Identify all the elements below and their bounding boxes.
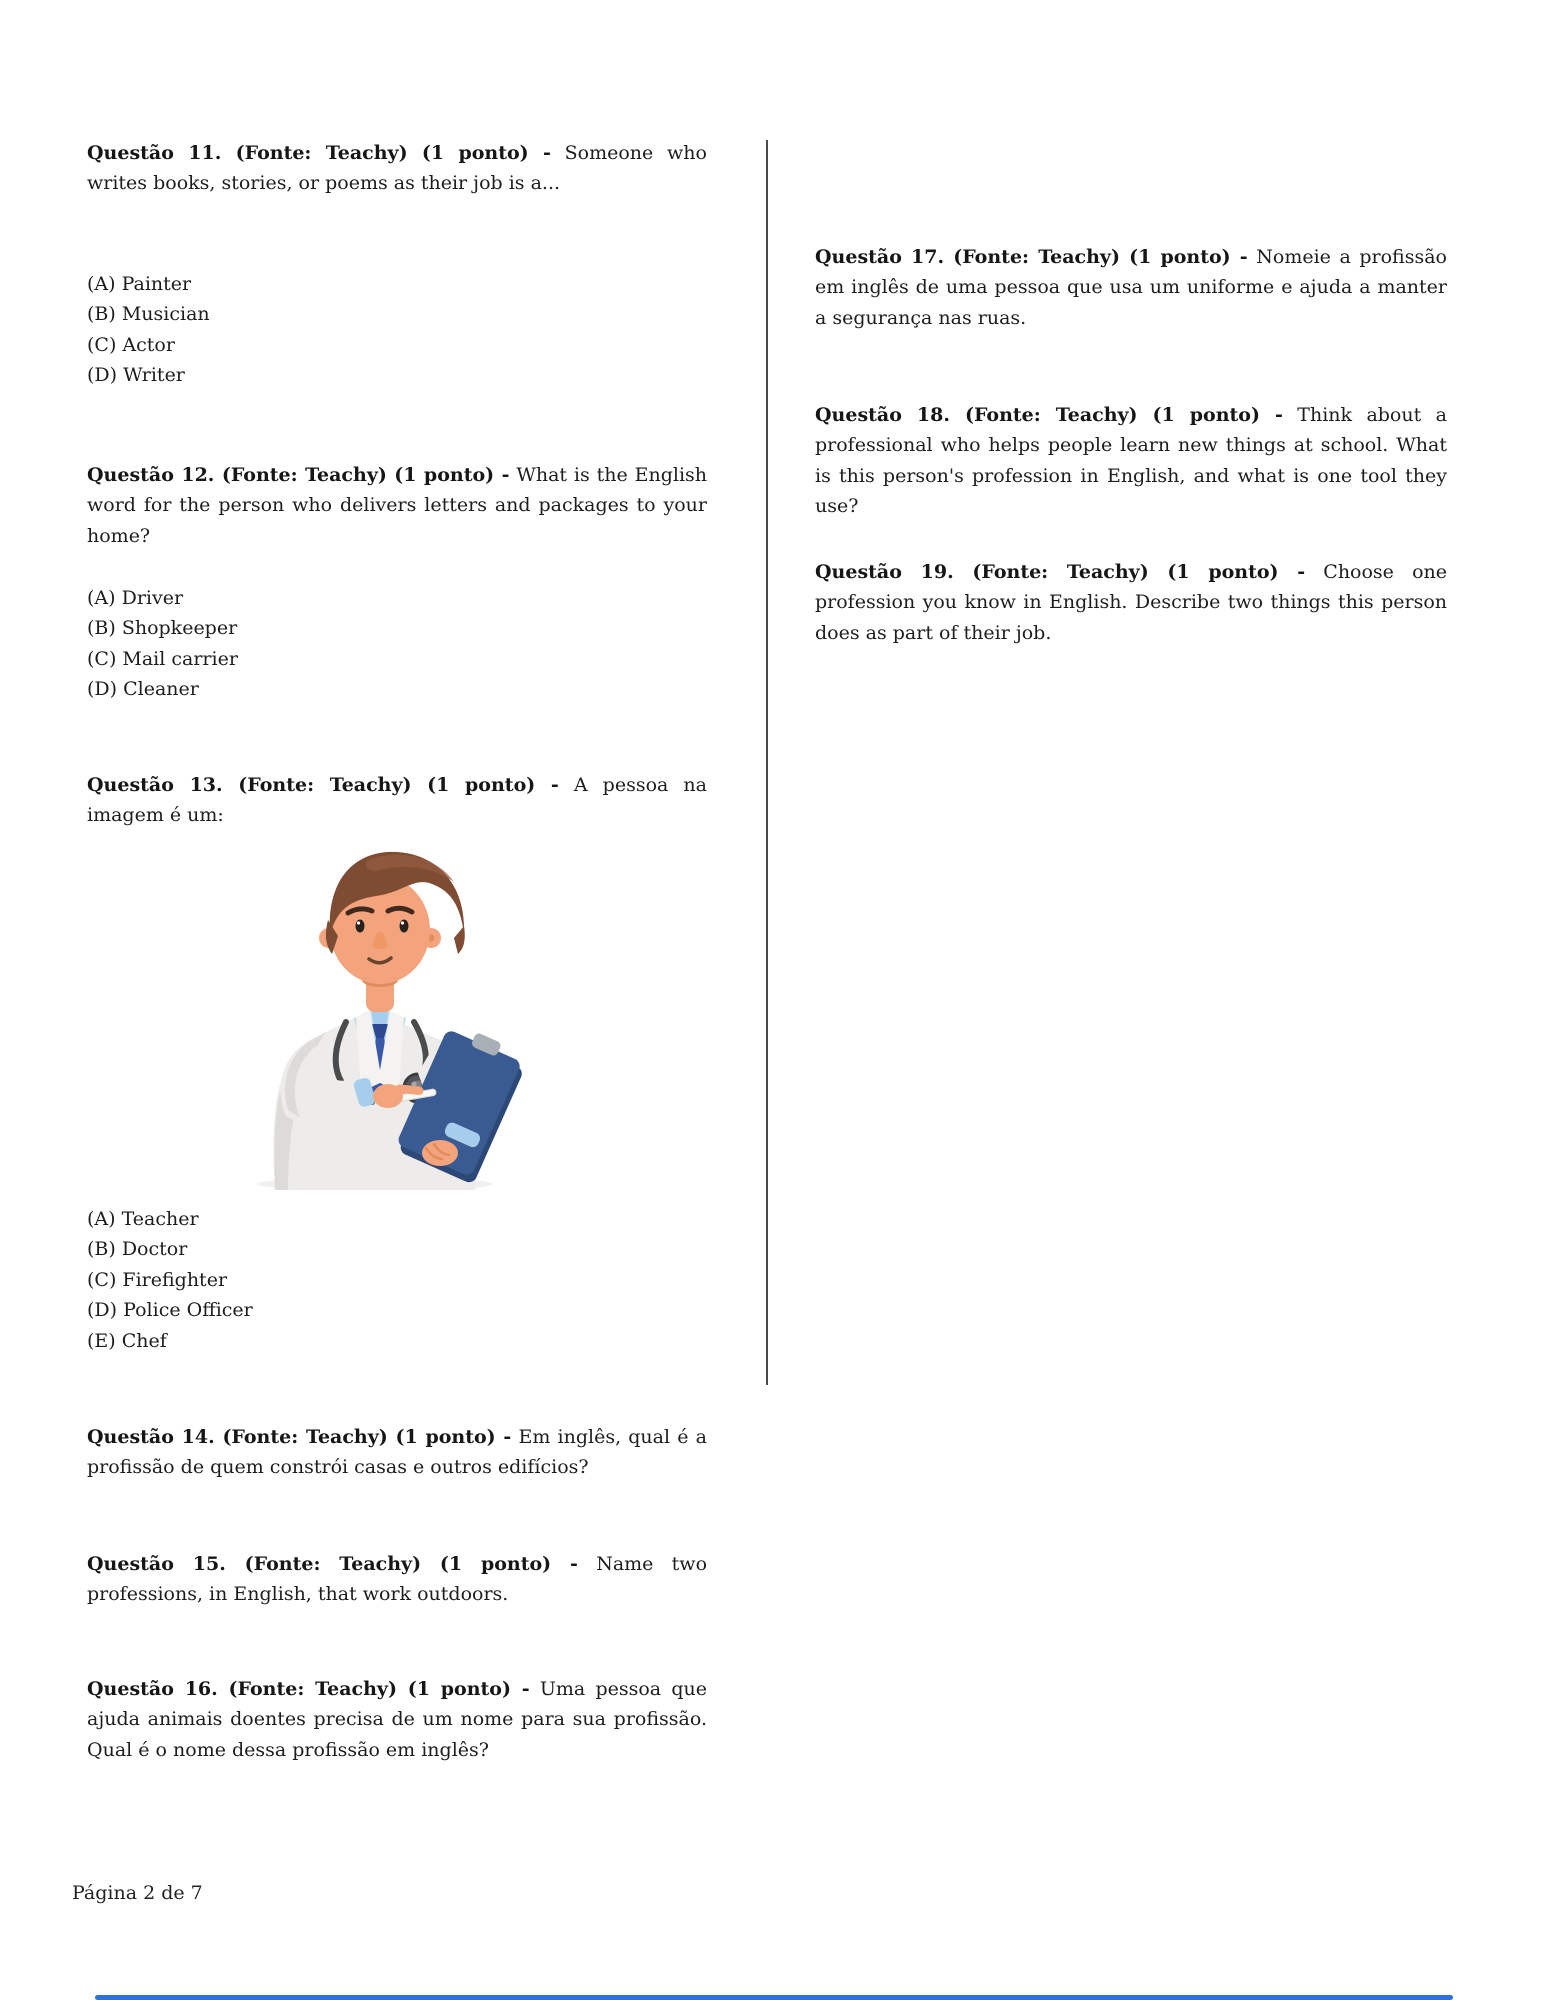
question-15-paragraph — [87, 1549, 707, 1610]
question-16-paragraph — [87, 1674, 707, 1765]
option: (B) Doctor — [87, 1238, 188, 1261]
question-15-text: Name two professions, in English, that work outdoors. — [87, 1553, 708, 1606]
page-number: Página 2 de 7 — [72, 1882, 203, 1904]
question-16-text: Uma pessoa que ajuda animais doentes precisa de um nome para sua profissão. Qual é o nome dessa profissão em inglês? — [87, 1678, 707, 1761]
question-13 — [87, 770, 707, 831]
question-18-paragraph — [815, 400, 1447, 522]
question-14-label: Questão 14. (Fonte: Teachy) (1 ponto) - — [87, 1426, 512, 1448]
column-divider — [766, 140, 768, 1385]
question-14-text: Em inglês, qual é a profissão de quem constrói casas e outros edifícios? — [87, 1426, 707, 1479]
question-16 — [87, 1674, 707, 1765]
option: (D) Writer — [87, 364, 185, 387]
option: (C) Actor — [87, 333, 175, 356]
page-accent-line — [95, 1995, 1453, 2000]
question-11-label: Questão 11. (Fonte: Teachy) (1 ponto) - — [87, 142, 551, 164]
question-11 — [87, 138, 707, 199]
question-11-options — [87, 269, 707, 391]
option: (D) Cleaner — [87, 678, 199, 701]
question-19-label: Questão 19. (Fonte: Teachy) (1 ponto) - — [815, 561, 1306, 583]
question-17-paragraph — [815, 242, 1447, 333]
question-13-label: Questão 13. (Fonte: Teachy) (1 ponto) - — [87, 774, 559, 796]
option: (A) Painter — [87, 273, 192, 295]
question-14 — [87, 1422, 707, 1483]
question-19 — [815, 557, 1447, 648]
question-11-text: Someone who writes books, stories, or poems as their job is a... — [87, 142, 707, 195]
question-17-text: Nomeie a profissão em inglês de uma pessoa que usa um uniforme e ajuda a manter a segurança nas ruas. — [815, 246, 1447, 329]
question-12 — [87, 460, 707, 551]
option: (A) Driver — [87, 587, 184, 609]
option: (B) Musician — [87, 303, 210, 326]
option: (B) Shopkeeper — [87, 617, 238, 640]
question-11-paragraph — [87, 138, 707, 199]
question-13-text: A pessoa na imagem é um: — [87, 774, 707, 827]
question-15 — [87, 1549, 707, 1610]
question-14-paragraph — [87, 1422, 707, 1483]
question-18-text: Think about a professional who helps people learn new things at school. What is this person's profession in English, and what is one tool they use? — [815, 404, 1447, 518]
question-19-paragraph — [815, 557, 1447, 648]
question-16-label: Questão 16. (Fonte: Teachy) (1 ponto) - — [87, 1678, 530, 1700]
question-18-label: Questão 18. (Fonte: Teachy) (1 ponto) - — [815, 404, 1283, 426]
question-19-text: Choose one profession you know in English. Describe two things this person does as part of their job. — [815, 561, 1447, 644]
option: (E) Chef — [87, 1329, 167, 1352]
question-13-image — [220, 840, 530, 1190]
question-12-text: What is the English word for the person who delivers letters and packages to your home? — [87, 464, 708, 547]
doctor-illustration — [220, 840, 530, 1190]
question-12-label: Questão 12. (Fonte: Teachy) (1 ponto) - — [87, 464, 510, 486]
question-17-label: Questão 17. (Fonte: Teachy) (1 ponto) - — [815, 246, 1248, 268]
question-15-label: Questão 15. (Fonte: Teachy) (1 ponto) - — [87, 1553, 578, 1575]
question-13-paragraph — [87, 770, 707, 831]
option: (C) Firefighter — [87, 1268, 228, 1291]
question-12-options — [87, 583, 707, 705]
option: (C) Mail carrier — [87, 647, 238, 670]
question-13-options — [87, 1204, 707, 1356]
option: (D) Police Officer — [87, 1299, 253, 1322]
question-17 — [815, 242, 1447, 333]
question-12-paragraph — [87, 460, 707, 551]
option: (A) Teacher — [87, 1208, 199, 1230]
question-18 — [815, 400, 1447, 522]
